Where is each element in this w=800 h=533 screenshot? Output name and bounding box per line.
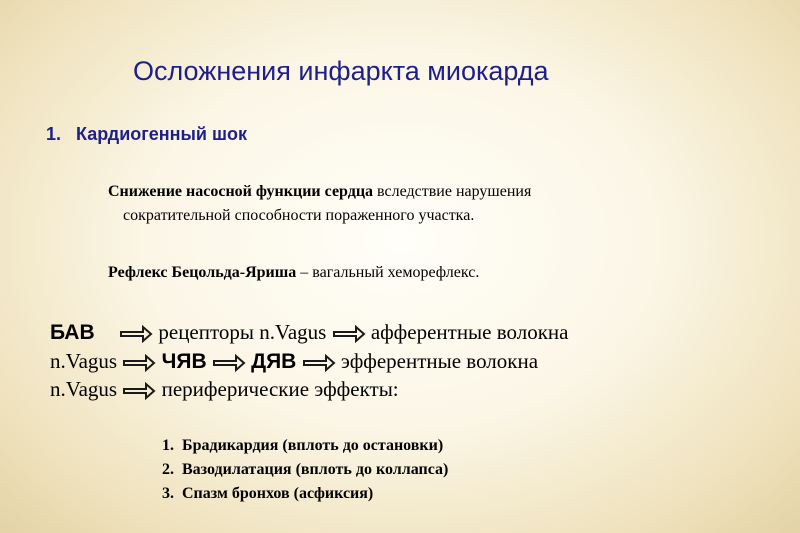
arrow-icon	[212, 354, 246, 372]
chain-row-1	[50, 320, 568, 345]
slide-title: Осложнения инфаркта миокарда	[133, 56, 549, 86]
effects-list	[162, 434, 448, 506]
list-item: 1. Брадикардия (вплоть до остановки)	[162, 437, 444, 454]
chain-row-3	[50, 377, 399, 402]
paragraph-reflex	[108, 264, 479, 282]
arrow-icon	[122, 354, 156, 372]
chain-bav: БАВ	[50, 321, 95, 344]
paragraph-pump-function	[108, 183, 531, 201]
paragraph-pump-function-line2: сократительной способности пораженного участка.	[123, 207, 475, 224]
section-label: Кардиогенный шок	[76, 124, 247, 144]
chain-row-2	[50, 349, 538, 374]
paragraph-rest: вследствие нарушения	[373, 183, 532, 200]
chain-vagus: n.Vagus	[50, 349, 118, 373]
section-number: 1.	[46, 124, 62, 144]
paragraph-bold: Снижение насосной функции сердца	[108, 183, 374, 200]
arrow-icon	[332, 325, 366, 343]
chain-efferent: эфферентные волокна	[340, 349, 539, 373]
reflex-description: – вагальный хеморефлекс.	[296, 264, 480, 281]
reflex-name: Рефлекс Бецольда-Яриша	[108, 264, 297, 281]
arrow-icon	[119, 325, 153, 343]
chain-afferent: афферентные волокна	[370, 320, 569, 344]
chain-peripheral: периферические эффекты:	[161, 377, 399, 401]
list-item: 2. Вазодилатация (вплоть до коллапса)	[162, 461, 449, 478]
list-item: 3. Спазм бронхов (асфиксия)	[162, 485, 374, 502]
chain-vagus: n.Vagus	[50, 377, 118, 401]
arrow-icon	[122, 382, 156, 400]
chain-chyav: ЧЯВ	[161, 350, 207, 373]
section-heading	[46, 124, 247, 145]
chain-receptors: рецепторы n.Vagus	[158, 320, 327, 344]
chain-dyav: ДЯВ	[251, 350, 297, 373]
arrow-icon	[302, 354, 336, 372]
